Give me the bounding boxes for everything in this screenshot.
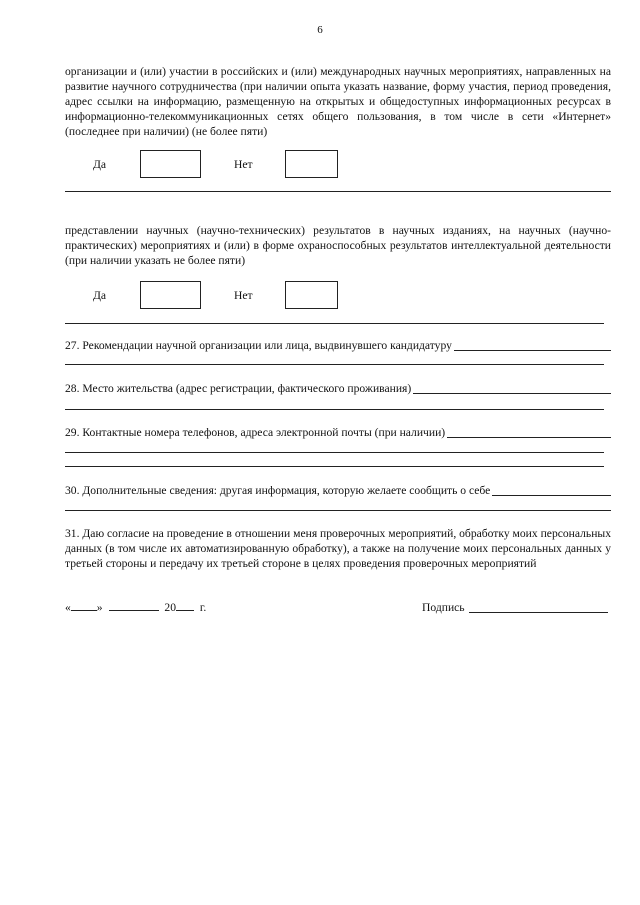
page-number: 6	[317, 24, 323, 36]
events-no-checkbox[interactable]	[285, 150, 338, 178]
signature-field	[422, 599, 608, 615]
item-29-line-2[interactable]	[65, 452, 604, 453]
events-yes-checkbox[interactable]	[140, 150, 201, 178]
item-29-line-3[interactable]	[65, 466, 604, 467]
item-28-line-2[interactable]	[65, 409, 604, 410]
item-29-row	[65, 424, 611, 440]
events-yes-label: Да	[93, 158, 107, 171]
date-day-blank[interactable]	[71, 599, 97, 611]
item-28-field[interactable]	[413, 392, 611, 394]
results-no-label: Нет	[234, 289, 253, 302]
item-29-label: 29. Контактные номера телефонов, адреса электронной почты (при наличии)	[65, 426, 446, 439]
events-paragraph: организации и (или) участии в российских и (или) международных научных мероприятиях, направленных на развитие научного сотрудничества (при наличии опыта указать название, форму участия, период проведения, адрес ссылки на информацию, размещенную на открытых и общедоступных информационных ресурсах в информационно-телекоммуникационных сетях общего пользования, в том числе в сети «Интернет» (последнее при наличии) (не более пяти)	[65, 65, 611, 138]
item-27-label: 27. Рекомендации научной организации или лица, выдвинувшего кандидатуру	[65, 339, 452, 352]
results-yes-checkbox[interactable]	[140, 281, 201, 309]
signature-line[interactable]	[469, 611, 608, 613]
date-close-quote: »	[96, 601, 103, 614]
results-no-checkbox[interactable]	[285, 281, 338, 309]
item-28-row	[65, 380, 611, 396]
results-answer-line[interactable]	[65, 323, 604, 324]
date-field	[65, 599, 206, 615]
results-yes-label: Да	[93, 289, 107, 302]
results-yes-no-row	[93, 281, 393, 311]
date-month-blank[interactable]	[109, 599, 159, 611]
item-27-line-2[interactable]	[65, 364, 604, 365]
item-30-field[interactable]	[492, 494, 611, 496]
item-29-field[interactable]	[447, 436, 611, 438]
item-27-field[interactable]	[454, 349, 611, 351]
events-answer-line[interactable]	[65, 191, 611, 192]
events-no-label: Нет	[234, 158, 253, 171]
date-year-blank[interactable]	[176, 599, 194, 611]
date-open-quote: «	[65, 601, 71, 614]
item-28-label: 28. Место жительства (адрес регистрации, фактического проживания)	[65, 382, 412, 395]
events-yes-no-row	[93, 150, 393, 180]
signature-label: Подпись	[422, 601, 465, 614]
item-31-consent: 31. Даю согласие на проведение в отношении меня проверочных мероприятий, обработку моих персональных данных (в том числе их автоматизированную обработку), а также на получение моих персональных данных у третьей стороны и передачу их третьей стороне в целях проведения проверочных мероприятий	[65, 527, 611, 570]
date-year-prefix: 20	[164, 601, 176, 614]
results-paragraph: представлении научных (научно-технических) результатов в научных изданиях, на научных (научно-практических) мероприятиях и (или) в форме охраноспособных результатов интеллектуальной деятельности (при наличии указать не более пяти)	[65, 224, 611, 267]
date-year-suffix: г.	[199, 601, 207, 614]
item-30-line-2[interactable]	[65, 510, 611, 511]
item-30-row	[65, 482, 611, 498]
item-30-label: 30. Дополнительные сведения: другая информация, которую желаете сообщить о себе	[65, 484, 491, 497]
item-27-row	[65, 337, 611, 353]
